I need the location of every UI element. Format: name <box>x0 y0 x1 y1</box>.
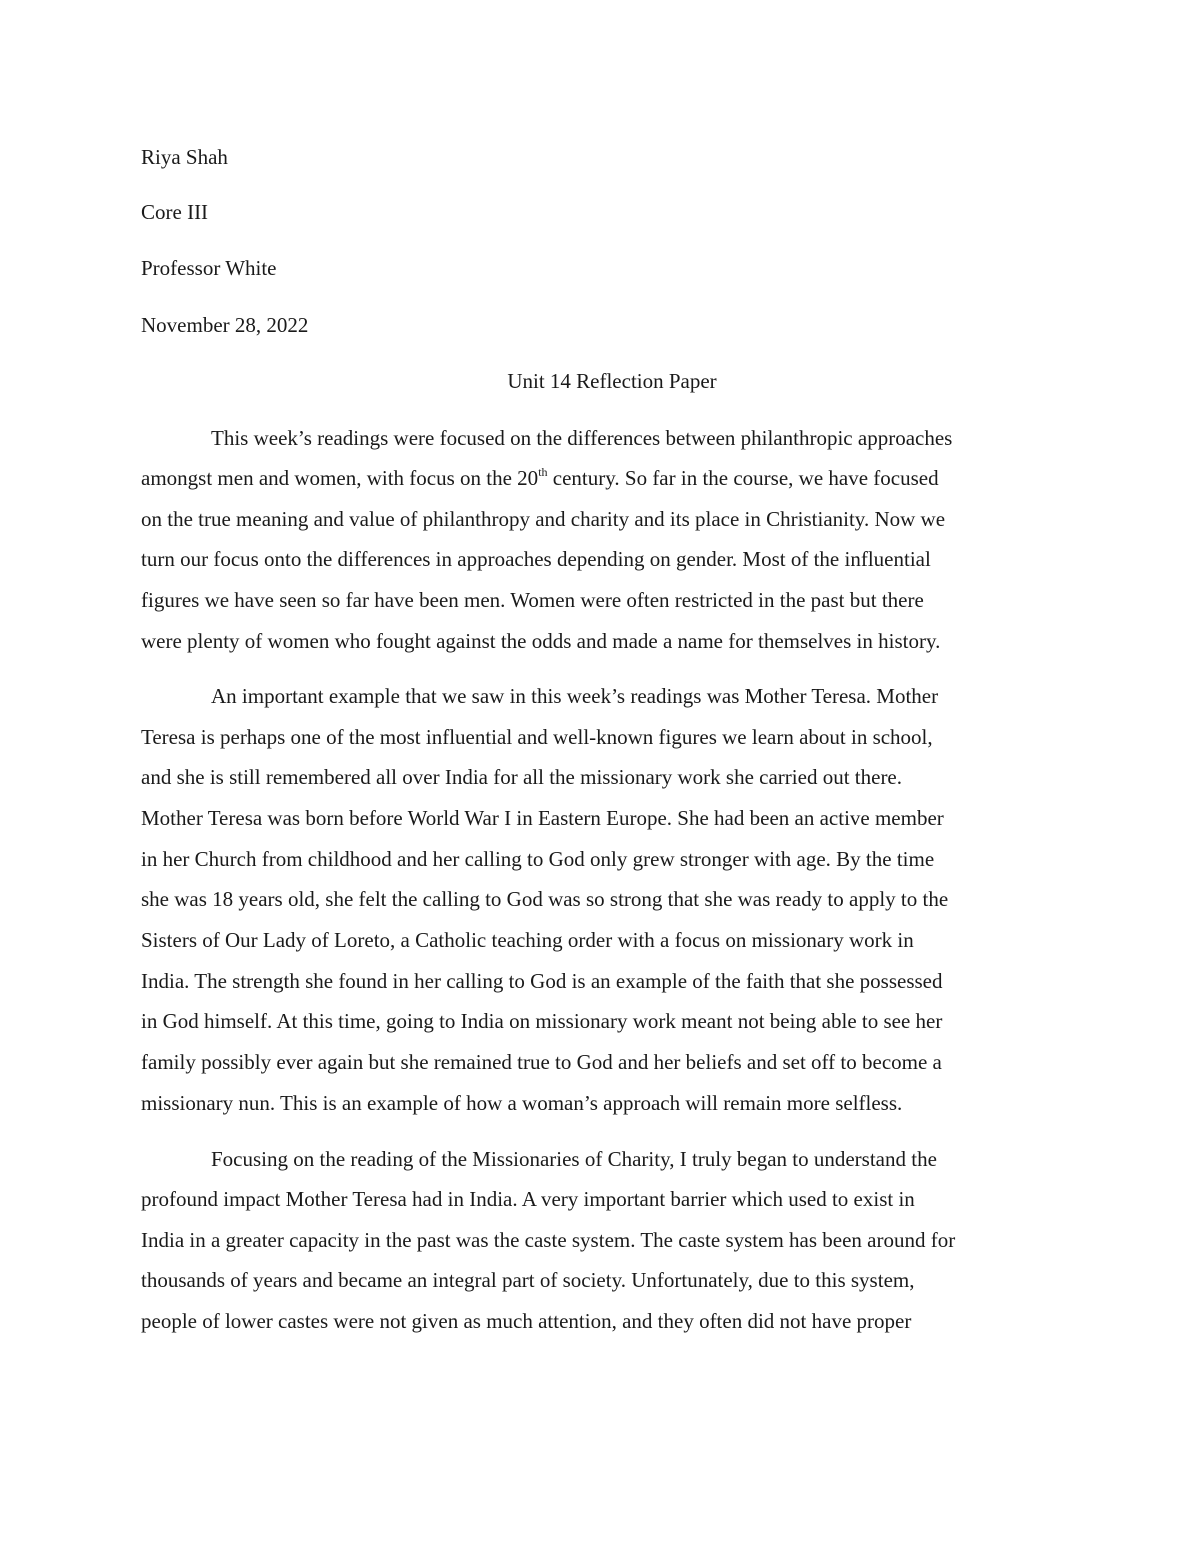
paragraph-line: were plenty of women who fought against the odds and made a name for themselves in history. <box>141 629 941 653</box>
paragraph-line: Mother Teresa was born before World War I in Eastern Europe. She had been an active member <box>141 806 944 830</box>
paragraph-line: Focusing on the reading of the Missionaries of Charity, I truly began to understand the <box>211 1147 937 1171</box>
paragraph-line: family possibly ever again but she remained true to God and her beliefs and set off to become a <box>141 1050 942 1074</box>
paragraph-line: on the true meaning and value of philanthropy and charity and its place in Christianity. Now we <box>141 507 946 531</box>
paragraph-line: India. The strength she found in her calling to God is an example of the faith that she possessed <box>141 969 943 993</box>
paragraph-line: figures we have seen so far have been men. Women were often restricted in the past but there <box>141 588 924 612</box>
professor-name: Professor White <box>141 256 277 280</box>
document-title: Unit 14 Reflection Paper <box>507 369 717 393</box>
paragraph-line: This week’s readings were focused on the differences between philanthropic approaches <box>211 426 953 450</box>
paragraph-line: in her Church from childhood and her calling to God only grew stronger with age. By the time <box>141 847 935 871</box>
paragraph-line <box>141 465 939 491</box>
paragraph-line: in God himself. At this time, going to India on missionary work meant not being able to see her <box>141 1009 943 1033</box>
text-segment: amongst men and women, with focus on the 20 <box>141 466 539 490</box>
paragraph-line: she was 18 years old, she felt the calling to God was so strong that she was ready to apply to the <box>141 887 949 911</box>
paragraph-line: missionary nun. This is an example of how a woman’s approach will remain more selfless. <box>141 1091 903 1115</box>
paragraph-line: India in a greater capacity in the past was the caste system. The caste system has been around for <box>141 1228 956 1252</box>
paragraph-line: profound impact Mother Teresa had in India. A very important barrier which used to exist in <box>141 1187 915 1211</box>
course-name: Core III <box>141 200 209 224</box>
paragraph-line: An important example that we saw in this week’s readings was Mother Teresa. Mother <box>211 684 939 708</box>
paragraph-line: people of lower castes were not given as much attention, and they often did not have proper <box>141 1309 912 1333</box>
paragraph-line: Sisters of Our Lady of Loreto, a Catholic teaching order with a focus on missionary work in <box>141 928 914 952</box>
paragraph-line: turn our focus onto the differences in approaches depending on gender. Most of the influential <box>141 547 931 571</box>
paragraph-line: and she is still remembered all over India for all the missionary work she carried out there. <box>141 765 903 789</box>
superscript: th <box>538 465 548 479</box>
paragraph-line: thousands of years and became an integral part of society. Unfortunately, due to this system, <box>141 1268 915 1292</box>
text-segment: century. So far in the course, we have focused <box>547 466 939 490</box>
document-date: November 28, 2022 <box>141 313 309 337</box>
author-name: Riya Shah <box>141 145 228 169</box>
paragraph-line: Teresa is perhaps one of the most influential and well-known figures we learn about in school, <box>141 725 933 749</box>
